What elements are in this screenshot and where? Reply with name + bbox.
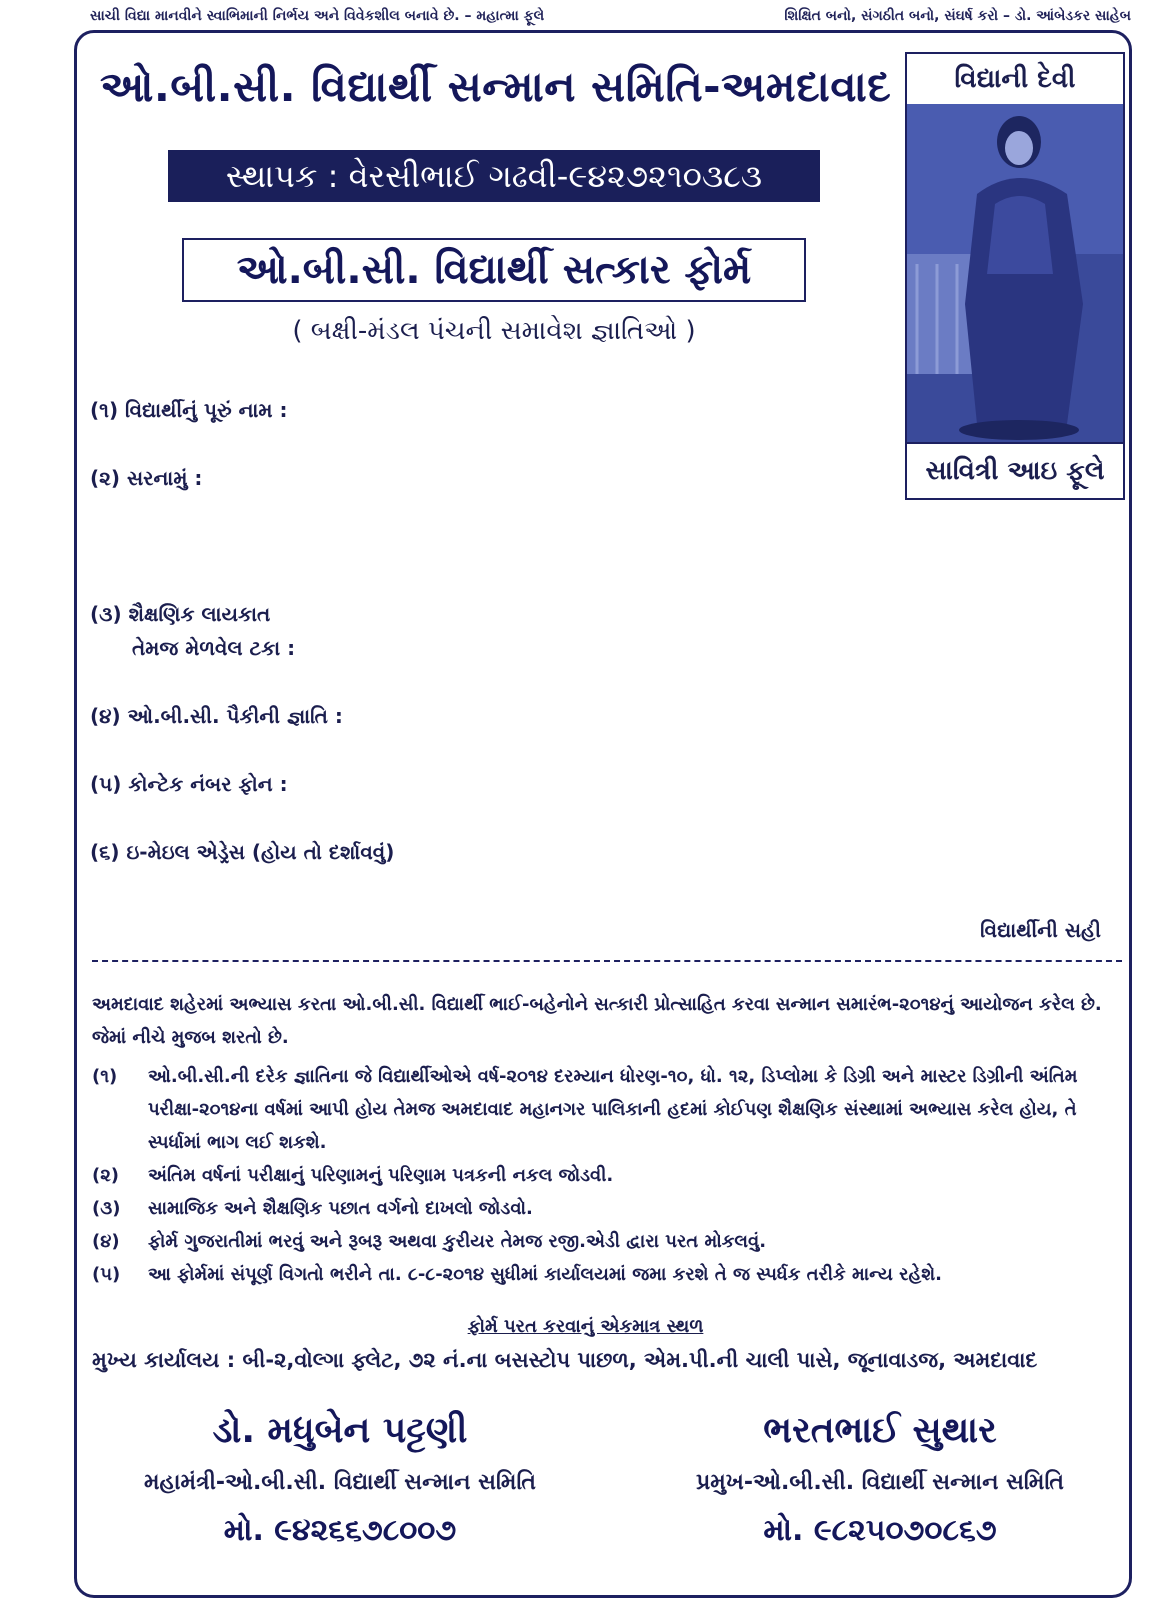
rule-number: (૧) (92, 1066, 118, 1087)
return-location-heading: ફોર્મ પરત કરવાનું એકમાત્ર સ્થળ (467, 1316, 704, 1337)
signatory-mobile: મો. ૯૮૨૫૦૭૦૮૬૭ (763, 1513, 997, 1548)
signatory-name: ભરતભાઈ સુથાર (763, 1410, 997, 1451)
signatory-name: ડો. મધુબેન પટ્ટણી (212, 1410, 468, 1451)
field-qualification-label: (૩) શૈક્ષણિક લાયકાત (90, 602, 271, 626)
quote-phule: સાચી વિદ્યા માનવીને સ્વાભિમાની નિર્ભય અને વિવેકશીલ બનાવે છે. – મહાત્મા ફૂલે (90, 8, 545, 24)
cut-line (92, 960, 1122, 962)
signatory-role: મહામંત્રી-ઓ.બી.સી. વિદ્યાર્થી સન્માન સમિતિ (143, 1470, 537, 1495)
rule-number: (૪) (92, 1231, 120, 1252)
rule-item (92, 1159, 1127, 1192)
signatory-president (620, 1410, 1140, 1548)
signatory-role: પ્રમુખ-ઓ.બી.સી. વિદ્યાર્થી સન્માન સમિતિ (696, 1470, 1064, 1495)
office-address: મુખ્ય કાર્યાલય : બી-૨,વોલ્ગા ફ્લેટ, ૭૨ નં.ના બસસ્ટોપ પાછળ, એમ.પી.ની ચાલી પાસે, જૂનાવાડજ, અમદાવાદ (92, 1348, 1038, 1372)
field-email: (૬) ઇ-મેઇલ એડ્રેસ (હોય તો દર્શાવવું) (90, 840, 395, 864)
rule-item (92, 1192, 1127, 1225)
rule-number: (૫) (92, 1264, 121, 1285)
signatory-mobile: મો. ૯૪૨૬૬૭૮૦૦૭ (223, 1513, 457, 1548)
rule-text: અંતિમ વર્ષનાં પરીક્ષાનું પરિણામનું પરિણામ પત્રકની નકલ જોડવી. (148, 1165, 614, 1186)
form-subtitle: ( બક્ષી-મંડલ પંચની સમાવેશ જ્ઞાતિઓ ) (292, 316, 696, 346)
rules-list (92, 1060, 1127, 1291)
field-student-name: (૧) વિદ્યાર્થીનું પૂરું નામ : (90, 398, 288, 422)
rule-text: સામાજિક અને શૈક્ષણિક પછાત વર્ગનો દાખલો જોડવો. (148, 1198, 533, 1219)
field-address: (૨) સરનામું : (90, 466, 203, 490)
field-contact: (૫) કોન્ટેક નંબર ફોન : (90, 772, 288, 796)
portrait-image (907, 104, 1123, 442)
signatory-secretary (80, 1410, 600, 1548)
intro-paragraph: અમદાવાદ શહેરમાં અભ્યાસ કરતા ઓ.બી.સી. વિદ્યાર્થી ભાઈ-બહેનોને સત્કારી પ્રોત્સાહિત કરવા સન્માન સમારંભ-૨૦૧૪નું આયોજન કરેલ છે. જેમાં નીચે મુજબ શરતો છે. (92, 994, 1102, 1048)
rule-number: (૩) (92, 1198, 121, 1219)
field-qualification (90, 602, 295, 660)
student-signature-label: વિદ્યાર્થીની સહી (980, 918, 1101, 942)
rule-text: ફોર્મ ગુજરાતીમાં ભરવું અને રૂબરૂ અથવા કુરીયર તેમજ રજી.એડી દ્વારા પરત મોકલવું. (148, 1231, 767, 1252)
field-caste: (૪) ઓ.બી.સી. પૈકીની જ્ઞાતિ : (90, 704, 343, 728)
portrait-box (905, 52, 1125, 500)
rule-text: આ ફોર્મમાં સંપૂર્ણ વિગતો ભરીને તા. ૮-૮-૨૦૧૪ સુધીમાં કાર્યાલયમાં જમા કરશે તે જ સ્પર્ધક તરીકે માન્ય રહેશે. (148, 1264, 942, 1285)
rule-item (92, 1225, 1127, 1258)
quote-ambedkar: શિક્ષિત બનો, સંગઠીત બનો, સંઘર્ષ કરો – ડો. આંબેડકર સાહેબ (784, 8, 1131, 24)
organization-title: ઓ.બી.સી. વિદ્યાર્થી સન્માન સમિતિ-અમદાવાદ (100, 62, 892, 111)
form-title: ઓ.બી.સી. વિદ્યાર્થી સત્કાર ફોર્મ (182, 238, 806, 302)
rule-item (92, 1060, 1127, 1159)
portrait-name: સાવિત્રી આઇ ફૂલે (907, 442, 1123, 498)
rule-number: (૨) (92, 1165, 120, 1186)
rule-text: ઓ.બી.સી.ની દરેક જ્ઞાતિના જે વિદ્યાર્થીઓએ વર્ષ-૨૦૧૪ દરમ્યાન ધોરણ-૧૦, ધો. ૧૨, ડિપ્લોમા કે ડિગ્રી અને માસ્ટર ડિગ્રીની અંતિમ પરીક્ષા-૨૦૧૪ના વર્ષમાં આપી હોય તેમજ અમદાવાદ મહાનગર પાલિકાની હદમાં કોઈપણ શૈક્ષણિક સંસ્થામાં અભ્યાસ કરેલ હોય, તે સ્પર્ધામાં ભાગ લઈ શકશે. (148, 1066, 1078, 1153)
founder-banner: સ્થાપક : વેરસીભાઈ ગઢવી-૯૪૨૭૨૧૦૩૮૩ (168, 150, 820, 202)
portrait-top-caption: વિદ્યાની દેવી (907, 54, 1123, 106)
field-percentage-label: તેમજ મેળવેલ ટકા : (132, 636, 296, 660)
rule-item (92, 1258, 1127, 1291)
